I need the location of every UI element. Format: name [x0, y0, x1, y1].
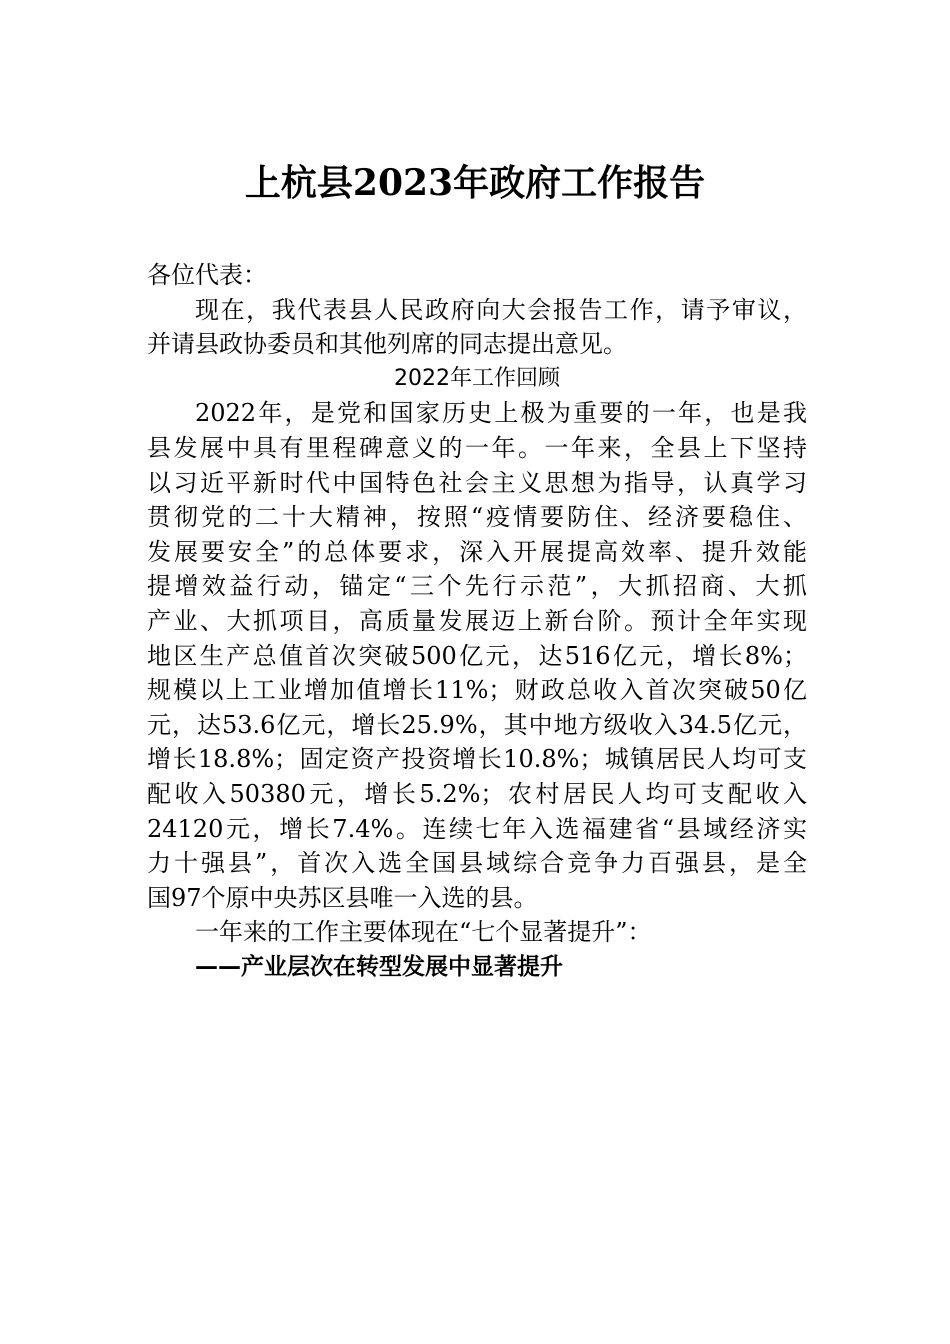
review-line: 发展要安全”的总体要求，深入开展提高效率、提升效能: [147, 537, 807, 566]
review-line: 以习近平新时代中国特色社会主义思想为指导，认真学习: [147, 468, 807, 497]
document-body: [147, 258, 807, 984]
review-line: 提增效益行动，锚定“三个先行示范”，大抓招商、大抓: [147, 572, 807, 601]
review-line: 产业、大抓项目，高质量发展迈上新台阶。预计全年实现: [147, 606, 807, 635]
review-line: 地区生产总值首次突破500亿元，达516亿元，增长8%；: [147, 641, 807, 670]
review-line: 24120元，增长7.4%。连续七年入选福建省“县域经济实: [147, 814, 807, 843]
salutation: 各位代表：: [147, 261, 267, 289]
document-title: 上杭县2023年政府工作报告: [244, 162, 706, 204]
summary-line: 一年来的工作主要体现在“七个显著提升”：: [195, 918, 652, 947]
review-line: 2022年，是党和国家历史上极为重要的一年，也是我: [195, 399, 807, 428]
section-heading: 2022年工作回顾: [394, 365, 560, 391]
review-line: 国97个原中央苏区县唯一入选的县。: [147, 883, 538, 912]
review-line: 增长18.8%；固定资产投资增长10.8%；城镇居民人均可支: [147, 745, 807, 774]
review-line: 规模以上工业增加值增长11%；财政总收入首次突破50亿: [147, 676, 807, 705]
intro-line: 并请县政协委员和其他列席的同志提出意见。: [147, 330, 627, 359]
review-line: 县发展中具有里程碑意义的一年。一年来，全县上下坚持: [147, 433, 807, 462]
review-line: 配收入50380元，增长5.2%；农村居民人均可支配收入: [147, 779, 807, 808]
sub-heading: ——产业层次在转型发展中显著提升: [195, 953, 563, 980]
review-line: 贯彻党的二十大精神，按照“疫情要防住、经济要稳住、: [147, 503, 807, 532]
review-line: 元，达53.6亿元，增长25.9%，其中地方级收入34.5亿元，: [147, 710, 807, 739]
review-line: 力十强县”，首次入选全国县域综合竞争力百强县，是全: [147, 849, 807, 878]
intro-line: 现在，我代表县人民政府向大会报告工作，请予审议，: [195, 295, 807, 324]
